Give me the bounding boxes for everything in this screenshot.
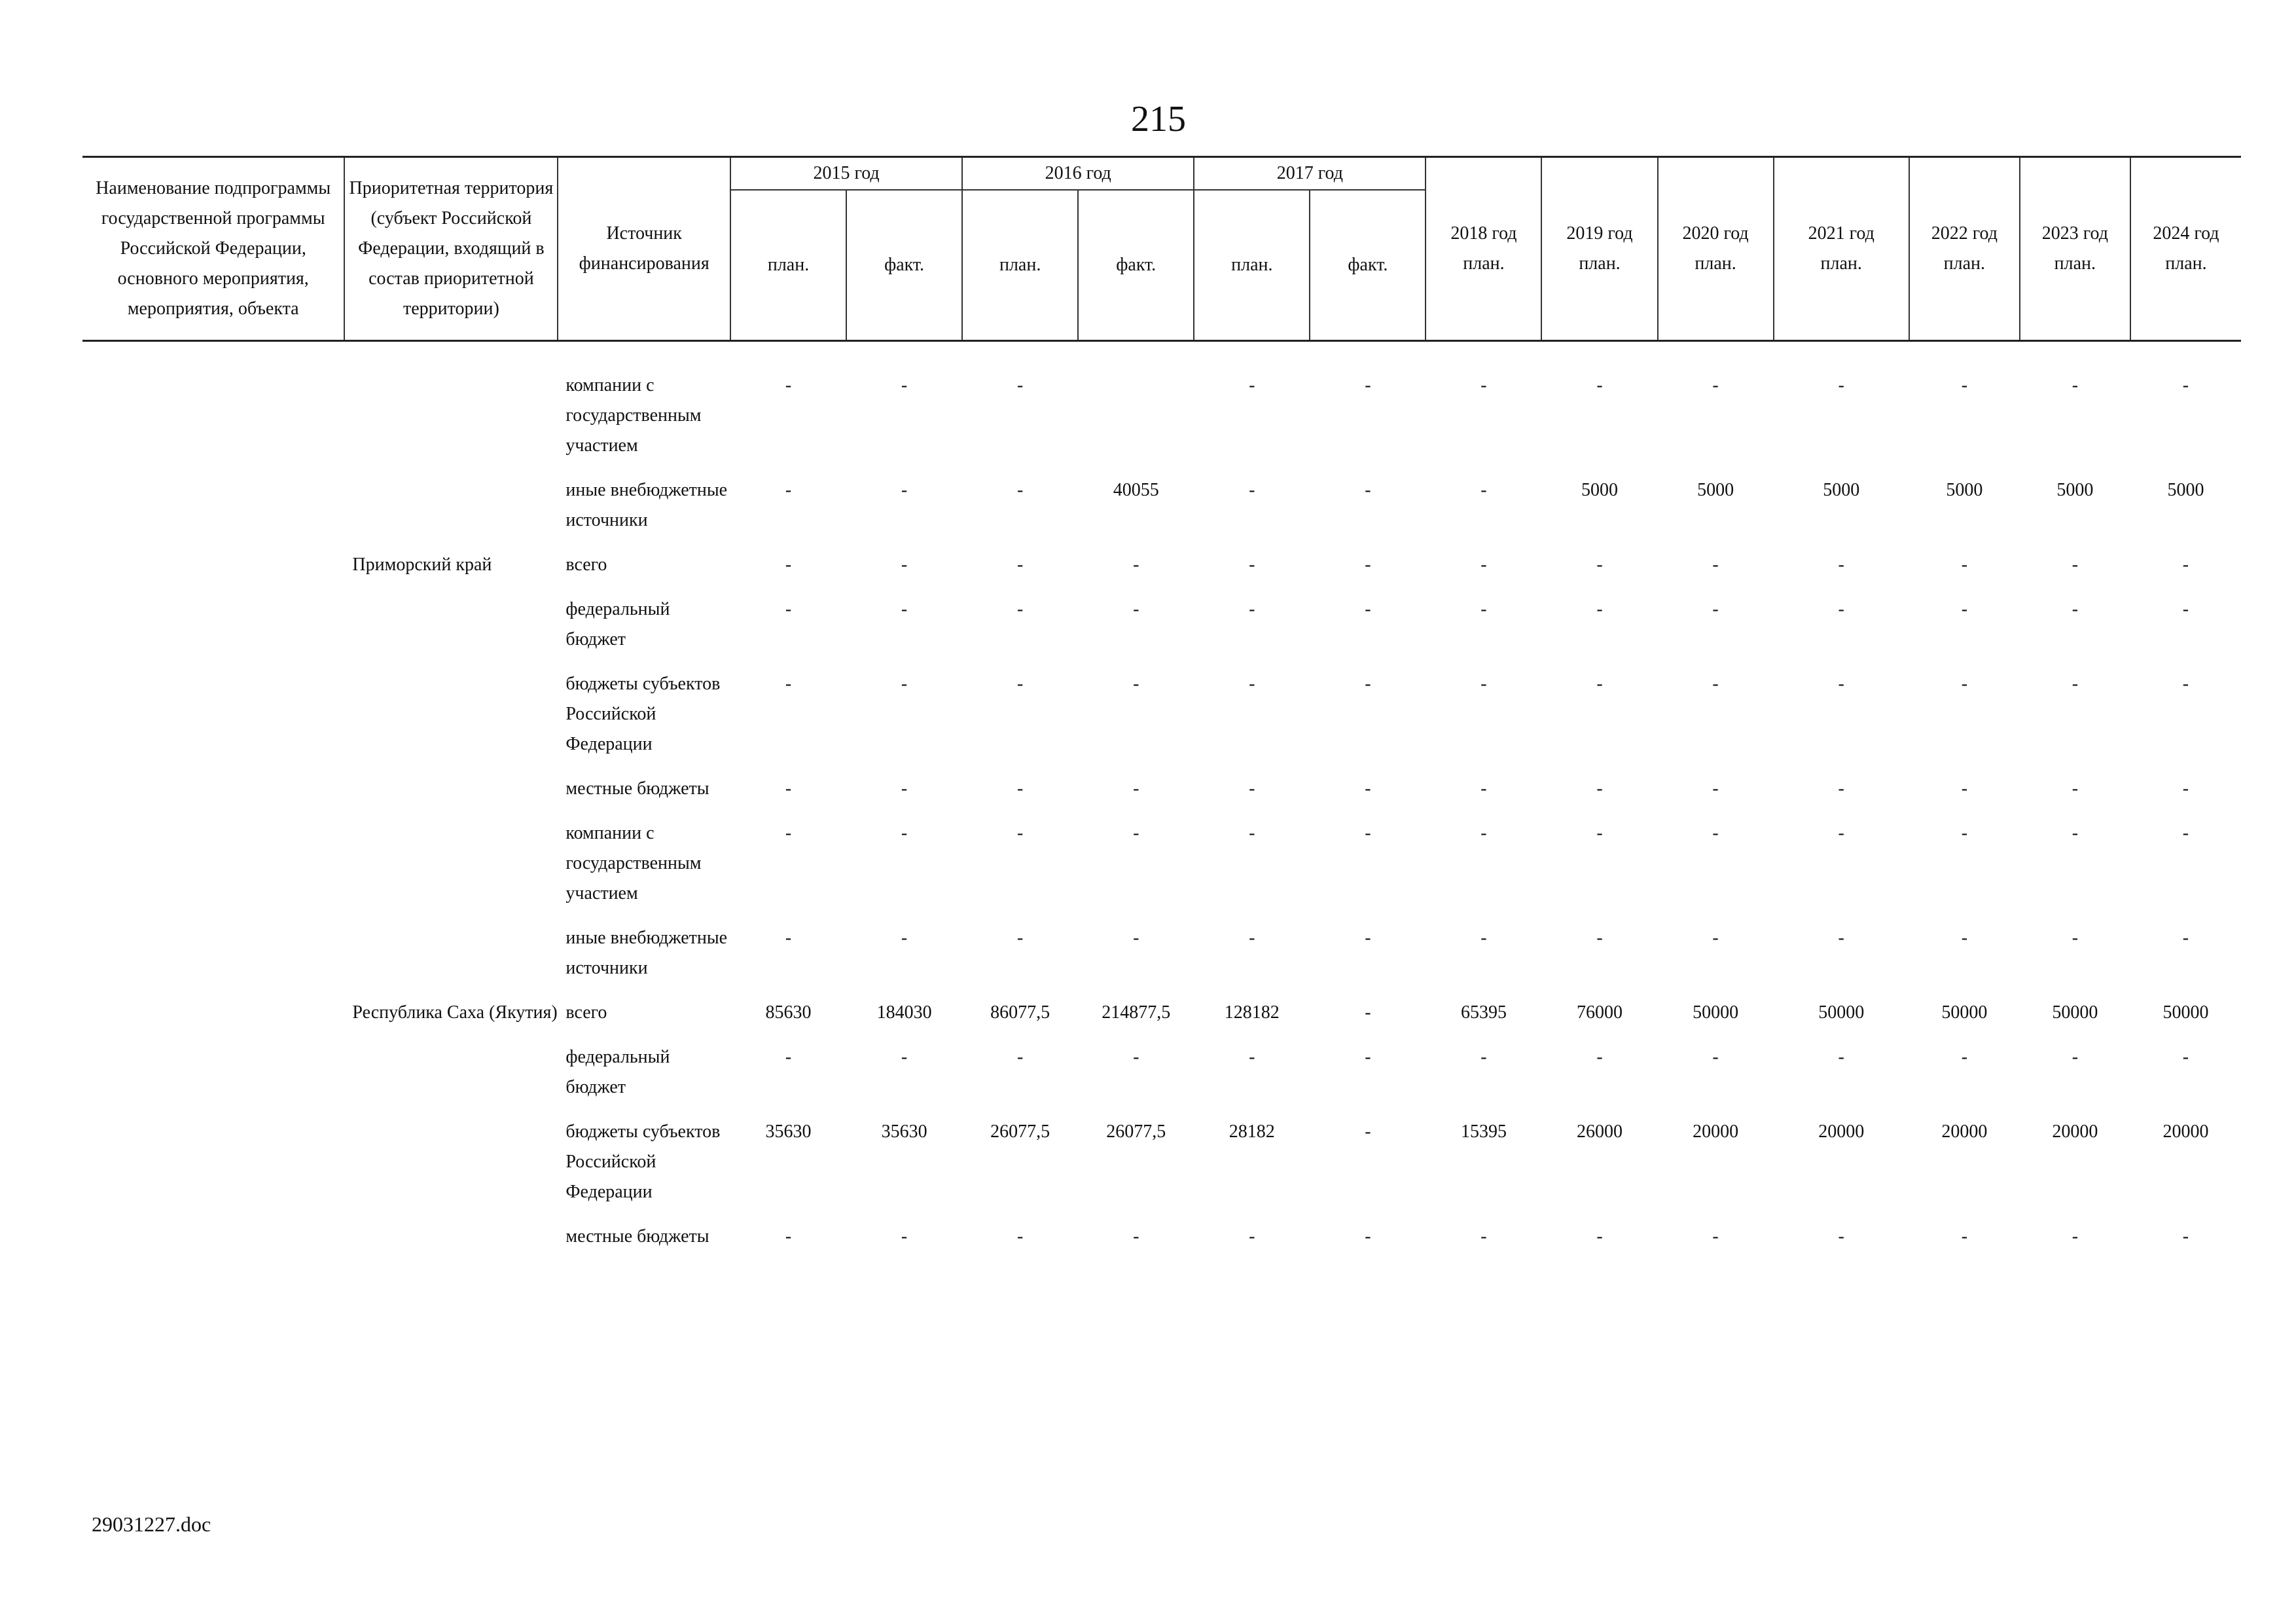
table-row — [82, 669, 2241, 774]
header-2017-fact: факт. — [1310, 190, 1426, 341]
header-plan-label: план. — [1820, 253, 1862, 274]
cell-2023-plan: - — [2072, 778, 2079, 799]
cell-source: федеральный бюджет — [565, 599, 670, 649]
cell-2023-plan: - — [2072, 555, 2079, 575]
cell-2017-fact: - — [1365, 480, 1371, 500]
cell-2017-fact: - — [1365, 375, 1371, 395]
cell-2024-plan: - — [2182, 555, 2189, 575]
cell-name — [82, 594, 344, 669]
cell-2017-fact: - — [1365, 599, 1371, 619]
cell-2019-plan: 26000 — [1577, 1122, 1623, 1142]
header-2015-fact: факт. — [846, 190, 962, 341]
cell-2017-plan: - — [1249, 1226, 1255, 1247]
table-row — [82, 1222, 2241, 1266]
cell-2021-plan: - — [1838, 778, 1844, 799]
cell-2021-plan: - — [1838, 1226, 1844, 1247]
cell-2022-plan: 5000 — [1946, 480, 1983, 500]
table-row — [82, 774, 2241, 818]
cell-territory: Республика Саха (Якутия) — [352, 1002, 558, 1023]
cell-2015-fact: - — [901, 555, 908, 575]
cell-2020-plan: - — [1712, 1047, 1719, 1067]
cell-2016-plan: 86077,5 — [990, 1002, 1050, 1023]
header-plan-label: план. — [1695, 253, 1736, 274]
table-row — [82, 550, 2241, 594]
cell-name — [82, 475, 344, 550]
table-row — [82, 818, 2241, 923]
table-row — [82, 1117, 2241, 1222]
cell-2016-fact: 26077,5 — [1106, 1122, 1166, 1142]
cell-2016-fact: - — [1133, 1047, 1139, 1067]
cell-name — [82, 818, 344, 923]
cell-2019-plan: 5000 — [1581, 480, 1618, 500]
header-year-label: 2023 год — [2041, 223, 2108, 244]
header-year-2018 — [1426, 157, 1541, 341]
cell-name — [82, 923, 344, 998]
header-2017-plan: план. — [1194, 190, 1310, 341]
cell-2016-plan: - — [1016, 778, 1024, 799]
table-row — [82, 371, 2241, 475]
cell-2016-fact: - — [1133, 555, 1139, 575]
cell-2020-plan: - — [1712, 823, 1719, 843]
cell-2016-fact: - — [1133, 599, 1139, 619]
header-name: Наименование подпрограммы государственной программы Российской Федерации, основного мероприятия, мероприятия, объекта — [82, 157, 344, 341]
cell-2016-fact: - — [1133, 674, 1139, 694]
cell-2016-plan: - — [1016, 480, 1024, 500]
cell-2016-plan: - — [1016, 928, 1024, 948]
cell-2017-plan: 128182 — [1224, 1002, 1280, 1023]
cell-2017-fact: - — [1365, 1226, 1371, 1247]
cell-territory: Приморский край — [352, 555, 492, 575]
cell-2015-fact: - — [901, 1047, 908, 1067]
cell-2018-plan: - — [1480, 375, 1487, 395]
cell-2016-plan: - — [1016, 674, 1024, 694]
cell-2022-plan: - — [1961, 1047, 1968, 1067]
cell-2022-plan: - — [1961, 599, 1968, 619]
cell-territory — [344, 475, 558, 550]
cell-name — [82, 1042, 344, 1117]
cell-2017-fact: - — [1365, 778, 1371, 799]
cell-2017-plan: - — [1249, 928, 1255, 948]
cell-2024-plan: 20000 — [2162, 1122, 2209, 1142]
cell-2018-plan: - — [1480, 928, 1487, 948]
header-2015-plan: план. — [730, 190, 846, 341]
cell-2024-plan: - — [2182, 928, 2189, 948]
cell-2024-plan: - — [2182, 375, 2189, 395]
cell-2017-fact: - — [1365, 928, 1371, 948]
cell-2020-plan: - — [1712, 778, 1719, 799]
header-year-2016: 2016 год — [962, 157, 1194, 191]
cell-2023-plan: - — [2072, 1047, 2079, 1067]
cell-2018-plan: - — [1480, 1047, 1487, 1067]
table-row — [82, 998, 2241, 1042]
cell-2017-fact: - — [1365, 1122, 1371, 1142]
cell-2020-plan: - — [1712, 375, 1719, 395]
cell-2020-plan: - — [1712, 1226, 1719, 1247]
cell-2022-plan: - — [1961, 555, 1968, 575]
cell-2024-plan: - — [2182, 599, 2189, 619]
cell-2015-fact: - — [901, 928, 908, 948]
cell-2022-plan: - — [1961, 928, 1968, 948]
cell-2016-fact: - — [1133, 928, 1139, 948]
cell-source: иные внебюджетные источники — [565, 480, 728, 530]
cell-territory — [344, 774, 558, 818]
cell-territory — [344, 1222, 558, 1266]
cell-2015-plan: - — [785, 375, 792, 395]
cell-source: местные бюджеты — [565, 1226, 709, 1247]
header-year-2020 — [1658, 157, 1774, 341]
header-plan-label: план. — [2054, 253, 2096, 274]
cell-source: местные бюджеты — [565, 778, 709, 799]
cell-territory — [344, 594, 558, 669]
cell-2017-fact: - — [1365, 555, 1371, 575]
cell-2022-plan: - — [1961, 823, 1968, 843]
cell-territory — [344, 669, 558, 774]
cell-2022-plan: - — [1961, 375, 1968, 395]
cell-name — [82, 774, 344, 818]
header-plan-label: план. — [2165, 253, 2207, 274]
cell-2016-fact: 214877,5 — [1102, 1002, 1171, 1023]
cell-2019-plan: - — [1596, 599, 1603, 619]
cell-2020-plan: - — [1712, 928, 1719, 948]
cell-source: федеральный бюджет — [565, 1047, 670, 1097]
cell-2021-plan: - — [1838, 928, 1844, 948]
header-year-label: 2018 год — [1450, 223, 1517, 244]
cell-2019-plan: - — [1596, 1047, 1603, 1067]
cell-territory — [344, 1042, 558, 1117]
cell-source: всего — [565, 555, 607, 575]
cell-2023-plan: - — [2072, 599, 2079, 619]
cell-2016-plan: - — [1016, 1047, 1024, 1067]
cell-2015-plan: - — [785, 928, 792, 948]
cell-2017-fact: - — [1365, 1002, 1371, 1023]
cell-2018-plan: - — [1480, 1226, 1487, 1247]
cell-2021-plan: - — [1838, 375, 1844, 395]
cell-2016-fact — [1078, 371, 1194, 475]
cell-2019-plan: - — [1596, 778, 1603, 799]
cell-2016-plan: - — [1016, 375, 1024, 395]
cell-source: иные внебюджетные источники — [565, 928, 728, 978]
cell-2016-plan: - — [1016, 1226, 1024, 1247]
cell-2017-plan: - — [1249, 1047, 1255, 1067]
cell-2015-plan: - — [785, 480, 792, 500]
cell-territory — [344, 818, 558, 923]
cell-2024-plan: - — [2182, 1226, 2189, 1247]
cell-2021-plan: - — [1838, 823, 1844, 843]
cell-2020-plan: 50000 — [1693, 1002, 1739, 1023]
cell-2019-plan: - — [1596, 555, 1603, 575]
cell-2018-plan: - — [1480, 674, 1487, 694]
cell-2015-fact: - — [901, 823, 908, 843]
header-plan-label: план. — [1943, 253, 1986, 274]
cell-2024-plan: - — [2182, 778, 2189, 799]
cell-territory — [344, 1117, 558, 1222]
cell-2018-plan: - — [1480, 778, 1487, 799]
header-territory: Приоритетная территория (субъект Российской Федерации, входящий в состав приоритетной территории) — [344, 157, 558, 341]
header-year-label: 2022 год — [1931, 223, 1998, 244]
cell-2021-plan: 5000 — [1823, 480, 1860, 500]
cell-2023-plan: - — [2072, 375, 2079, 395]
table-row — [82, 594, 2241, 669]
cell-2019-plan: - — [1596, 674, 1603, 694]
cell-2020-plan: - — [1712, 599, 1719, 619]
cell-2020-plan: 20000 — [1693, 1122, 1739, 1142]
cell-2019-plan: 76000 — [1577, 1002, 1623, 1023]
cell-name — [82, 1222, 344, 1266]
cell-2018-plan: 65395 — [1460, 1002, 1507, 1023]
cell-2024-plan: - — [2182, 674, 2189, 694]
cell-2015-fact: - — [901, 778, 908, 799]
cell-territory — [344, 923, 558, 998]
document-filename: 29031227.doc — [92, 1512, 211, 1536]
cell-2017-plan: - — [1249, 375, 1255, 395]
cell-2016-fact: - — [1133, 1226, 1139, 1247]
cell-2015-plan: - — [785, 674, 792, 694]
cell-2020-plan: - — [1712, 555, 1719, 575]
header-year-label: 2019 год — [1566, 223, 1633, 244]
cell-2017-plan: - — [1249, 480, 1255, 500]
cell-2021-plan: 20000 — [1818, 1122, 1865, 1142]
header-2016-fact: факт. — [1078, 190, 1194, 341]
header-year-2023 — [2020, 157, 2130, 341]
table-body — [82, 341, 2241, 1267]
cell-2015-fact: - — [901, 375, 908, 395]
cell-source: компании с государственным участием — [565, 375, 702, 456]
cell-2015-plan: - — [785, 1047, 792, 1067]
cell-2020-plan: 5000 — [1697, 480, 1734, 500]
cell-source: компании с государственным участием — [565, 823, 702, 903]
cell-2015-plan: - — [785, 823, 792, 843]
cell-2015-fact: 35630 — [881, 1122, 927, 1142]
cell-2017-plan: - — [1249, 778, 1255, 799]
cell-2015-plan: - — [785, 555, 792, 575]
cell-2015-plan: - — [785, 599, 792, 619]
cell-2015-plan: 85630 — [765, 1002, 812, 1023]
header-year-2024 — [2130, 157, 2241, 341]
cell-2018-plan: - — [1480, 480, 1487, 500]
cell-2023-plan: - — [2072, 928, 2079, 948]
table-row — [82, 1042, 2241, 1117]
cell-2015-fact: 184030 — [876, 1002, 932, 1023]
cell-2019-plan: - — [1596, 1226, 1603, 1247]
cell-2024-plan: 5000 — [2167, 480, 2204, 500]
cell-2018-plan: - — [1480, 555, 1487, 575]
cell-name — [82, 998, 344, 1042]
cell-2022-plan: 20000 — [1941, 1122, 1988, 1142]
table-row — [82, 475, 2241, 550]
cell-2021-plan: - — [1838, 555, 1844, 575]
cell-name — [82, 550, 344, 594]
cell-2015-plan: 35630 — [765, 1122, 812, 1142]
cell-2022-plan: 50000 — [1941, 1002, 1988, 1023]
cell-2018-plan: - — [1480, 823, 1487, 843]
cell-2016-fact: - — [1133, 778, 1139, 799]
cell-2023-plan: - — [2072, 674, 2079, 694]
header-year-2017: 2017 год — [1194, 157, 1426, 191]
table-row — [82, 923, 2241, 998]
cell-source: всего — [565, 1002, 607, 1023]
cell-2024-plan: - — [2182, 823, 2189, 843]
cell-2023-plan: - — [2072, 823, 2079, 843]
table-header — [82, 157, 2241, 341]
cell-2017-plan: - — [1249, 599, 1255, 619]
cell-2021-plan: - — [1838, 674, 1844, 694]
cell-2019-plan: - — [1596, 928, 1603, 948]
cell-2022-plan: - — [1961, 1226, 1968, 1247]
cell-2017-fact: - — [1365, 823, 1371, 843]
header-source: Источник финансирования — [558, 157, 730, 341]
cell-source: бюджеты субъектов Российской Федерации — [565, 674, 721, 754]
cell-source: бюджеты субъектов Российской Федерации — [565, 1122, 721, 1202]
cell-2016-plan: - — [1016, 599, 1024, 619]
cell-2017-plan: - — [1249, 823, 1255, 843]
cell-2023-plan: 5000 — [2056, 480, 2094, 500]
cell-2023-plan: - — [2072, 1226, 2079, 1247]
cell-2017-plan: - — [1249, 674, 1255, 694]
cell-2024-plan: 50000 — [2162, 1002, 2209, 1023]
cell-2017-plan: - — [1249, 555, 1255, 575]
header-year-label: 2024 год — [2153, 223, 2219, 244]
cell-2019-plan: - — [1596, 375, 1603, 395]
header-2016-plan: план. — [962, 190, 1078, 341]
header-year-2021 — [1774, 157, 1909, 341]
header-plan-label: план. — [1463, 253, 1505, 274]
header-year-2019 — [1541, 157, 1657, 341]
header-plan-label: план. — [1579, 253, 1621, 274]
cell-2016-plan: - — [1016, 823, 1024, 843]
cell-2015-fact: - — [901, 599, 908, 619]
header-year-label: 2020 год — [1682, 223, 1749, 244]
cell-2022-plan: - — [1961, 674, 1968, 694]
cell-2017-fact: - — [1365, 674, 1371, 694]
cell-2021-plan: - — [1838, 1047, 1844, 1067]
cell-2021-plan: - — [1838, 599, 1844, 619]
cell-2018-plan: - — [1480, 599, 1487, 619]
cell-2022-plan: - — [1961, 778, 1968, 799]
cell-2023-plan: 50000 — [2052, 1002, 2098, 1023]
cell-name — [82, 669, 344, 774]
cell-2015-fact: - — [901, 674, 908, 694]
cell-2015-fact: - — [901, 1226, 908, 1247]
cell-2017-plan: 28182 — [1229, 1122, 1275, 1142]
cell-2023-plan: 20000 — [2052, 1122, 2098, 1142]
cell-name — [82, 1117, 344, 1222]
cell-2015-plan: - — [785, 778, 792, 799]
header-year-2022 — [1909, 157, 2020, 341]
cell-2015-plan: - — [785, 1226, 792, 1247]
cell-2020-plan: - — [1712, 674, 1719, 694]
cell-territory — [344, 371, 558, 475]
cell-2015-fact: - — [901, 480, 908, 500]
cell-2016-plan: - — [1016, 555, 1024, 575]
cell-2016-fact: 40055 — [1113, 480, 1159, 500]
cell-2016-plan: 26077,5 — [990, 1122, 1050, 1142]
cell-2021-plan: 50000 — [1818, 1002, 1865, 1023]
page-number: 215 — [1131, 99, 1186, 139]
header-year-label: 2021 год — [1808, 223, 1874, 244]
cell-2018-plan: 15395 — [1460, 1122, 1507, 1142]
cell-name — [82, 371, 344, 475]
financing-table — [82, 156, 2241, 1266]
header-year-2015: 2015 год — [730, 157, 962, 191]
cell-2024-plan: - — [2182, 1047, 2189, 1067]
cell-2016-fact: - — [1133, 823, 1139, 843]
cell-2019-plan: - — [1596, 823, 1603, 843]
cell-2017-fact: - — [1365, 1047, 1371, 1067]
